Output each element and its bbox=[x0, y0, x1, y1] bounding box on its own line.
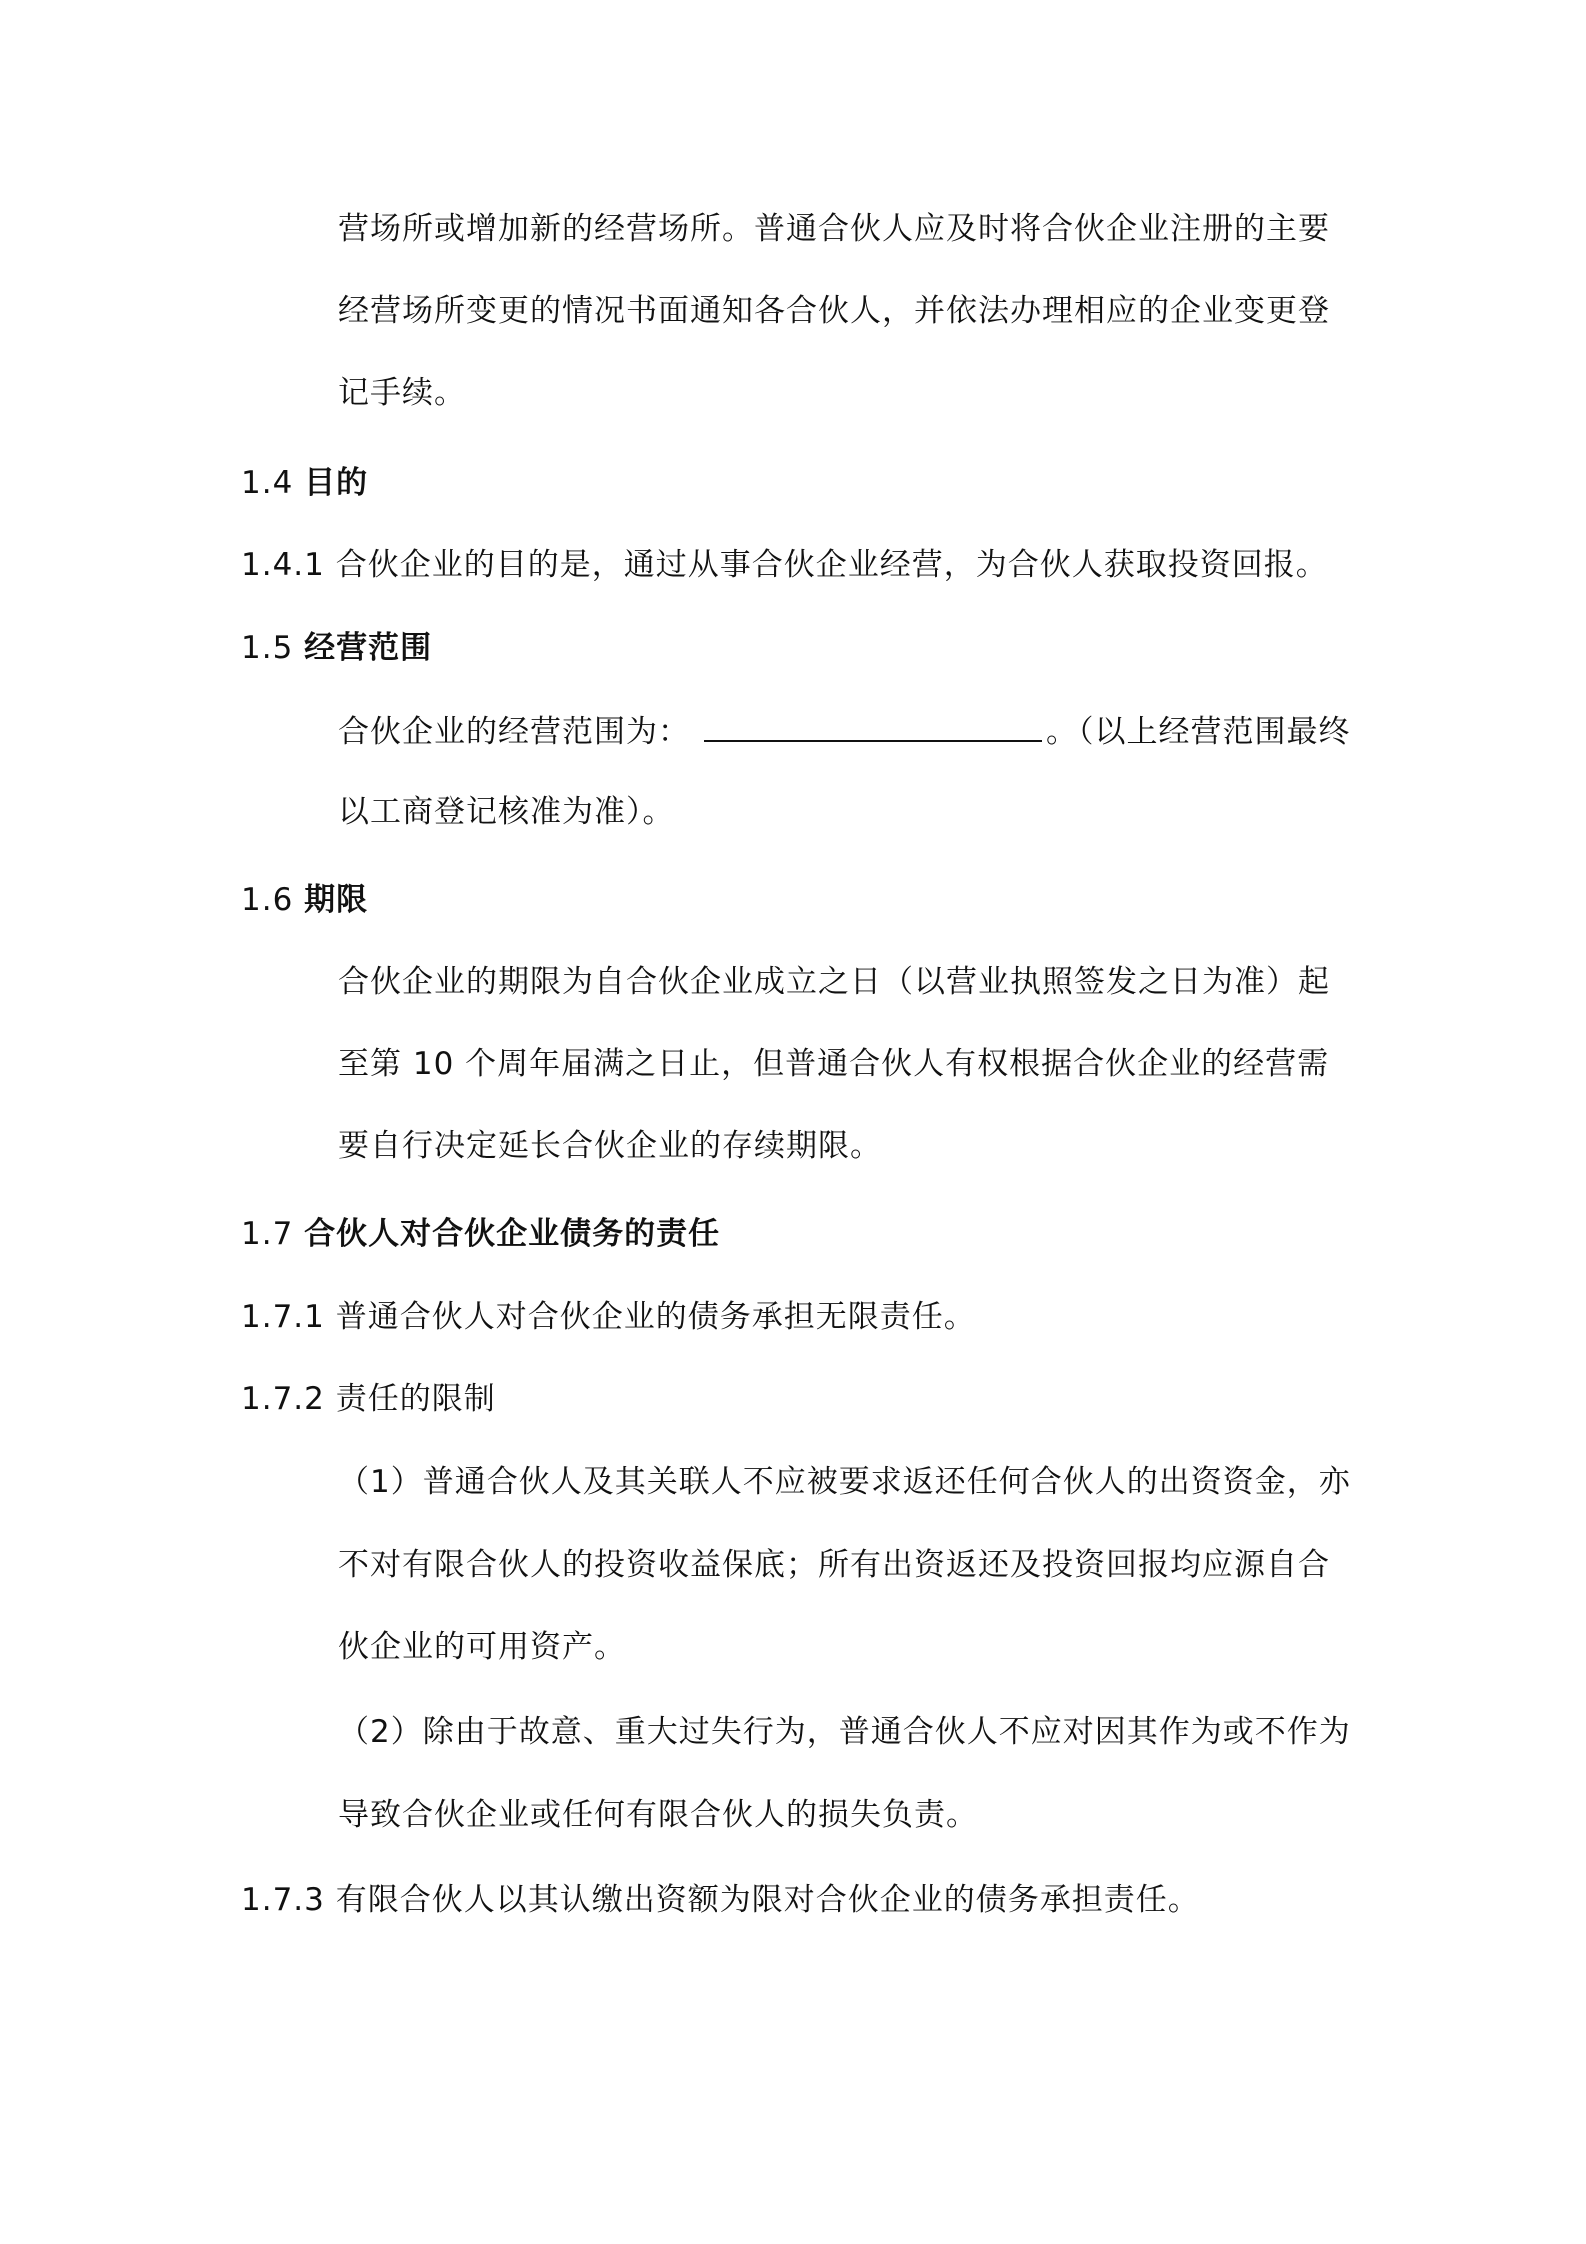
paragraph-line: 伙企业的可用资产。 bbox=[338, 1629, 626, 1665]
business-scope-blank-field[interactable] bbox=[704, 710, 1042, 742]
section-number: 1.7 bbox=[241, 1216, 294, 1252]
section-number: 1.4 bbox=[241, 465, 294, 501]
clause-1-7-2: 1.7.2 责任的限制 bbox=[241, 1381, 496, 1417]
clause-1-7-1: 1.7.1 普通合伙人对合伙企业的债务承担无限责任。 bbox=[241, 1299, 976, 1335]
paragraph-line: 至第 10 个周年届满之日止，但普通合伙人有权根据合伙企业的经营需 bbox=[338, 1046, 1330, 1082]
paragraph-line: （1）普通合伙人及其关联人不应被要求返还任何合伙人的出资资金，亦 bbox=[338, 1464, 1351, 1500]
section-title: 合伙人对合伙企业债务的责任 bbox=[304, 1216, 721, 1252]
section-heading-1-6 bbox=[241, 880, 368, 920]
section-title: 目的 bbox=[304, 465, 369, 501]
section-title: 经营范围 bbox=[304, 630, 433, 666]
section-heading-1-4 bbox=[241, 463, 368, 503]
paragraph-line: 合伙企业的期限为自合伙企业成立之日（以营业执照签发之日为准）起 bbox=[338, 964, 1330, 1000]
business-scope-line bbox=[338, 710, 1351, 752]
paragraph-line: 要自行决定延长合伙企业的存续期限。 bbox=[338, 1128, 882, 1164]
business-scope-note: 。（以上经营范围最终 bbox=[1046, 714, 1351, 750]
section-title: 期限 bbox=[304, 882, 369, 918]
section-number: 1.6 bbox=[241, 882, 294, 918]
paragraph-line: 以工商登记核准为准）。 bbox=[338, 794, 675, 830]
paragraph-line: 记手续。 bbox=[338, 375, 466, 411]
business-scope-label: 合伙企业的经营范围为： bbox=[338, 714, 690, 750]
section-number: 1.5 bbox=[241, 630, 294, 666]
paragraph-line: 不对有限合伙人的投资收益保底；所有出资返还及投资回报均应源自合 bbox=[338, 1547, 1330, 1583]
section-heading-1-7 bbox=[241, 1214, 720, 1254]
section-heading-1-5 bbox=[241, 628, 432, 668]
clause-1-4-1: 1.4.1 合伙企业的目的是，通过从事合伙企业经营，为合伙人获取投资回报。 bbox=[241, 547, 1328, 583]
paragraph-line: （2）除由于故意、重大过失行为，普通合伙人不应对因其作为或不作为 bbox=[338, 1714, 1351, 1750]
paragraph-line: 经营场所变更的情况书面通知各合伙人，并依法办理相应的企业变更登 bbox=[338, 293, 1330, 329]
paragraph-line: 导致合伙企业或任何有限合伙人的损失负责。 bbox=[338, 1797, 978, 1833]
paragraph-line: 营场所或增加新的经营场所。普通合伙人应及时将合伙企业注册的主要 bbox=[338, 211, 1330, 247]
clause-1-7-3: 1.7.3 有限合伙人以其认缴出资额为限对合伙企业的债务承担责任。 bbox=[241, 1882, 1200, 1918]
